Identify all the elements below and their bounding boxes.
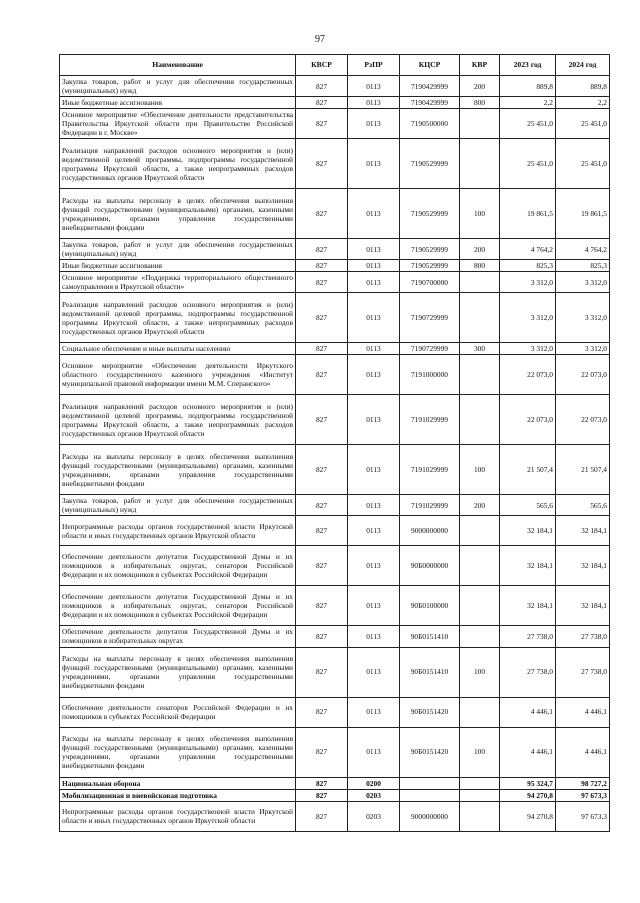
cell-rzpr: 0113 xyxy=(348,239,400,260)
cell-kvsr: 827 xyxy=(296,239,348,260)
cell-kvr: 200 xyxy=(460,495,500,516)
cell-2023: 4 764,2 xyxy=(500,239,556,260)
table-row xyxy=(60,586,610,626)
cell-kvsr: 827 xyxy=(296,109,348,139)
cell-kvr: 100 xyxy=(460,445,500,495)
cell-name: Расходы на выплаты персоналу в целях обеспечения выполнения функций государственными (муниципальными) органами, казенными учреждениями, органами управления государственными внебюджетными фондами xyxy=(60,727,296,777)
cell-2024: 97 673,3 xyxy=(556,801,610,831)
table-row xyxy=(60,395,610,445)
cell-kcsr: 7191000000 xyxy=(400,355,460,395)
cell-kvsr: 827 xyxy=(296,139,348,189)
cell-kvr xyxy=(460,697,500,727)
cell-rzpr: 0203 xyxy=(348,801,400,831)
cell-2024: 3 312,0 xyxy=(556,293,610,343)
cell-name: Реализация направлений расходов основного мероприятия и (или) ведомственной целевой программы, подпрограммы государственной программы Иркутской области, а также непрограммных расходов государственных органов Иркутской области xyxy=(60,293,296,343)
header-2023: 2023 год xyxy=(500,55,556,76)
cell-kvsr: 827 xyxy=(296,97,348,109)
cell-2024: 825,3 xyxy=(556,260,610,272)
cell-kcsr: 7190529999 xyxy=(400,139,460,189)
cell-2024: 4 446,1 xyxy=(556,727,610,777)
cell-2024: 889,8 xyxy=(556,76,610,97)
table-row xyxy=(60,777,610,789)
cell-2024: 27 738,0 xyxy=(556,647,610,697)
cell-name: Закупка товаров, работ и услуг для обеспечения государственных (муниципальных) нужд xyxy=(60,495,296,516)
cell-rzpr: 0113 xyxy=(348,586,400,626)
cell-kvsr: 827 xyxy=(296,395,348,445)
cell-kcsr: 7190729999 xyxy=(400,343,460,355)
table-row xyxy=(60,727,610,777)
table-row xyxy=(60,293,610,343)
cell-kcsr: 7190529999 xyxy=(400,239,460,260)
cell-2024: 22 073,0 xyxy=(556,355,610,395)
header-kvsr: КВСР xyxy=(296,55,348,76)
cell-kvr xyxy=(460,789,500,801)
cell-name: Обеспечение деятельности сенаторов Российской Федерации и их помощников в субъектах Российской Федерации xyxy=(60,697,296,727)
cell-rzpr: 0113 xyxy=(348,355,400,395)
cell-name: Иные бюджетные ассигнования xyxy=(60,260,296,272)
cell-name: Обеспечение деятельности депутатов Государственной Думы и их помощников в избирательных округах, сенаторов Российской Федерации и их помощников в субъектах Российской Федерации xyxy=(60,586,296,626)
cell-rzpr: 0113 xyxy=(348,395,400,445)
table-row xyxy=(60,260,610,272)
table-row xyxy=(60,801,610,831)
cell-name: Реализация направлений расходов основного мероприятия и (или) ведомственной целевой программы, подпрограммы государственной программы Иркутской области, а также непрограммных расходов государственных органов Иркутской области xyxy=(60,139,296,189)
cell-rzpr: 0113 xyxy=(348,76,400,97)
cell-rzpr: 0113 xyxy=(348,516,400,546)
cell-kvr: 300 xyxy=(460,343,500,355)
cell-2023: 825,3 xyxy=(500,260,556,272)
cell-kcsr xyxy=(400,789,460,801)
cell-kcsr: 9000000000 xyxy=(400,516,460,546)
cell-2024: 27 738,0 xyxy=(556,626,610,647)
cell-2024: 19 861,5 xyxy=(556,189,610,239)
cell-kvr xyxy=(460,516,500,546)
cell-2023: 32 184,1 xyxy=(500,546,556,586)
table-row xyxy=(60,495,610,516)
cell-kvsr: 827 xyxy=(296,516,348,546)
cell-rzpr: 0113 xyxy=(348,343,400,355)
cell-2023: 889,8 xyxy=(500,76,556,97)
cell-name: Закупка товаров, работ и услуг для обеспечения государственных (муниципальных) нужд xyxy=(60,239,296,260)
cell-kvr xyxy=(460,586,500,626)
header-2024: 2024 год xyxy=(556,55,610,76)
cell-kvr xyxy=(460,801,500,831)
table-row xyxy=(60,272,610,293)
cell-name: Национальная оборона xyxy=(60,777,296,789)
table-row xyxy=(60,355,610,395)
cell-2024: 21 507,4 xyxy=(556,445,610,495)
cell-2023: 25 451,0 xyxy=(500,109,556,139)
cell-2023: 3 312,0 xyxy=(500,272,556,293)
cell-rzpr: 0113 xyxy=(348,97,400,109)
cell-name: Закупка товаров, работ и услуг для обеспечения государственных (муниципальных) нужд xyxy=(60,76,296,97)
cell-2024: 22 073,0 xyxy=(556,395,610,445)
cell-rzpr: 0113 xyxy=(348,293,400,343)
cell-kvr: 100 xyxy=(460,647,500,697)
cell-2024: 32 184,1 xyxy=(556,516,610,546)
cell-rzpr: 0113 xyxy=(348,546,400,586)
cell-kcsr: 90Б0151420 xyxy=(400,727,460,777)
cell-rzpr: 0113 xyxy=(348,727,400,777)
cell-rzpr: 0113 xyxy=(348,189,400,239)
cell-kcsr: 7190529999 xyxy=(400,260,460,272)
cell-2024: 32 184,1 xyxy=(556,586,610,626)
cell-2023: 94 270,8 xyxy=(500,789,556,801)
table-row xyxy=(60,189,610,239)
table-row xyxy=(60,697,610,727)
cell-kcsr: 7190500000 xyxy=(400,109,460,139)
cell-rzpr: 0113 xyxy=(348,647,400,697)
table-row xyxy=(60,516,610,546)
table-row xyxy=(60,546,610,586)
cell-2023: 27 738,0 xyxy=(500,647,556,697)
cell-2024: 25 451,0 xyxy=(556,109,610,139)
cell-kcsr xyxy=(400,777,460,789)
cell-kcsr: 7190529999 xyxy=(400,189,460,239)
page-number: 97 xyxy=(315,34,325,45)
budget-table xyxy=(59,54,610,832)
cell-kvsr: 827 xyxy=(296,343,348,355)
cell-name: Основное мероприятие «Обеспечение деятельности представительства Правительства Иркутской области при Правительстве Российской Федерации в г. Москве» xyxy=(60,109,296,139)
cell-kvsr: 827 xyxy=(296,801,348,831)
cell-2024: 4 764,2 xyxy=(556,239,610,260)
cell-2023: 32 184,1 xyxy=(500,586,556,626)
table-row xyxy=(60,445,610,495)
cell-name: Реализация направлений расходов основного мероприятия и (или) ведомственной целевой программы, подпрограммы государственной программы Иркутской области, а также непрограммных расходов государственных органов Иркутской области xyxy=(60,395,296,445)
cell-rzpr: 0113 xyxy=(348,260,400,272)
cell-2024: 565,6 xyxy=(556,495,610,516)
cell-rzpr: 0113 xyxy=(348,445,400,495)
cell-2023: 565,6 xyxy=(500,495,556,516)
cell-2023: 32 184,1 xyxy=(500,516,556,546)
cell-2023: 27 738,0 xyxy=(500,626,556,647)
table-header-row xyxy=(60,55,610,76)
cell-2024: 32 184,1 xyxy=(556,546,610,586)
cell-kcsr: 90Б0151420 xyxy=(400,697,460,727)
cell-name: Расходы на выплаты персоналу в целях обеспечения выполнения функций государственными (муниципальными) органами, казенными учреждениями, органами управления государственными внебюджетными фондами xyxy=(60,647,296,697)
table-row xyxy=(60,626,610,647)
cell-kvsr: 827 xyxy=(296,626,348,647)
cell-kvr xyxy=(460,626,500,647)
cell-kcsr: 7191029999 xyxy=(400,495,460,516)
cell-rzpr: 0113 xyxy=(348,626,400,647)
header-kcsr: КЦСР xyxy=(400,55,460,76)
cell-kvr xyxy=(460,109,500,139)
cell-kcsr: 90Б0000000 xyxy=(400,546,460,586)
cell-2023: 21 507,4 xyxy=(500,445,556,495)
cell-rzpr: 0200 xyxy=(348,777,400,789)
cell-name: Непрограммные расходы органов государственной власти Иркутской области и иных государственных органов Иркутской области xyxy=(60,801,296,831)
cell-rzpr: 0113 xyxy=(348,272,400,293)
table-row xyxy=(60,97,610,109)
table-row xyxy=(60,109,610,139)
header-rzpr: РзПР xyxy=(348,55,400,76)
table-row xyxy=(60,239,610,260)
cell-kvr xyxy=(460,355,500,395)
table-row xyxy=(60,647,610,697)
cell-name: Основное мероприятие «Обеспечение деятельности Иркутского областного государственного казенного учреждения «Институт муниципальной правовой информации имени М.М. Сперанского» xyxy=(60,355,296,395)
cell-name: Обеспечение деятельности депутатов Государственной Думы и их помощников в избирательных округах, сенаторов Российской Федерации и их помощников в субъектах Российской Федерации xyxy=(60,546,296,586)
cell-kvsr: 827 xyxy=(296,355,348,395)
cell-kvsr: 827 xyxy=(296,697,348,727)
cell-kcsr: 7190729999 xyxy=(400,293,460,343)
cell-name: Основное мероприятие «Поддержка территориального общественного самоуправления в Иркутской области» xyxy=(60,272,296,293)
cell-kcsr: 90Б0151410 xyxy=(400,626,460,647)
cell-kvsr: 827 xyxy=(296,789,348,801)
cell-kvr xyxy=(460,546,500,586)
cell-kvr xyxy=(460,293,500,343)
cell-kvr: 100 xyxy=(460,727,500,777)
cell-2024: 98 727,2 xyxy=(556,777,610,789)
cell-rzpr: 0113 xyxy=(348,139,400,189)
cell-kcsr: 7190429999 xyxy=(400,97,460,109)
cell-kvr: 200 xyxy=(460,239,500,260)
cell-kcsr: 7190700000 xyxy=(400,272,460,293)
cell-2023: 25 451,0 xyxy=(500,139,556,189)
cell-name: Расходы на выплаты персоналу в целях обеспечения выполнения функций государственными (муниципальными) органами, казенными учреждениями, органами управления государственными внебюджетными фондами xyxy=(60,189,296,239)
cell-kvr: 200 xyxy=(460,76,500,97)
cell-2023: 4 446,1 xyxy=(500,727,556,777)
cell-kvr xyxy=(460,272,500,293)
header-kvr: КВР xyxy=(460,55,500,76)
cell-2023: 4 446,1 xyxy=(500,697,556,727)
cell-name: Социальное обеспечение и иные выплаты населению xyxy=(60,343,296,355)
cell-2024: 4 446,1 xyxy=(556,697,610,727)
header-name: Наименование xyxy=(60,55,296,76)
cell-kvsr: 827 xyxy=(296,495,348,516)
cell-kcsr: 9000000000 xyxy=(400,801,460,831)
cell-name: Иные бюджетные ассигнования xyxy=(60,97,296,109)
cell-kvr: 100 xyxy=(460,189,500,239)
cell-2024: 2,2 xyxy=(556,97,610,109)
cell-2024: 3 312,0 xyxy=(556,343,610,355)
table-row xyxy=(60,343,610,355)
cell-2023: 22 073,0 xyxy=(500,395,556,445)
cell-2024: 97 673,3 xyxy=(556,789,610,801)
table-row xyxy=(60,76,610,97)
cell-kvsr: 827 xyxy=(296,546,348,586)
cell-2023: 3 312,0 xyxy=(500,343,556,355)
table-body xyxy=(60,76,610,832)
cell-kvsr: 827 xyxy=(296,293,348,343)
table-row xyxy=(60,139,610,189)
cell-2024: 25 451,0 xyxy=(556,139,610,189)
cell-kcsr: 90Б0100000 xyxy=(400,586,460,626)
cell-kcsr: 7190429999 xyxy=(400,76,460,97)
cell-2023: 22 073,0 xyxy=(500,355,556,395)
cell-kvr xyxy=(460,777,500,789)
cell-name: Обеспечение деятельности депутатов Государственной Думы и их помощников в избирательных округах xyxy=(60,626,296,647)
cell-kvsr: 827 xyxy=(296,260,348,272)
cell-2023: 2,2 xyxy=(500,97,556,109)
cell-name: Мобилизационная и вневойсковая подготовка xyxy=(60,789,296,801)
cell-2023: 95 324,7 xyxy=(500,777,556,789)
cell-2023: 19 861,5 xyxy=(500,189,556,239)
cell-rzpr: 0113 xyxy=(348,495,400,516)
cell-kvr xyxy=(460,395,500,445)
cell-kcsr: 90Б0151410 xyxy=(400,647,460,697)
cell-kvsr: 827 xyxy=(296,777,348,789)
cell-kvsr: 827 xyxy=(296,647,348,697)
table-row xyxy=(60,789,610,801)
cell-kvsr: 827 xyxy=(296,445,348,495)
cell-kvr xyxy=(460,139,500,189)
cell-rzpr: 0113 xyxy=(348,697,400,727)
cell-2023: 94 270,8 xyxy=(500,801,556,831)
cell-rzpr: 0203 xyxy=(348,789,400,801)
cell-name: Непрограммные расходы органов государственной власти Иркутской области и иных государственных органов Иркутской области xyxy=(60,516,296,546)
cell-kvsr: 827 xyxy=(296,272,348,293)
cell-2023: 3 312,0 xyxy=(500,293,556,343)
cell-kcsr: 7191029999 xyxy=(400,395,460,445)
cell-kvr: 800 xyxy=(460,97,500,109)
cell-kvsr: 827 xyxy=(296,586,348,626)
cell-kvsr: 827 xyxy=(296,727,348,777)
cell-kvr: 800 xyxy=(460,260,500,272)
cell-rzpr: 0113 xyxy=(348,109,400,139)
cell-kcsr: 7191029999 xyxy=(400,445,460,495)
cell-name: Расходы на выплаты персоналу в целях обеспечения выполнения функций государственными (муниципальными) органами, казенными учреждениями, органами управления государственными внебюджетными фондами xyxy=(60,445,296,495)
cell-kvsr: 827 xyxy=(296,76,348,97)
cell-kvsr: 827 xyxy=(296,189,348,239)
cell-2024: 3 312,0 xyxy=(556,272,610,293)
